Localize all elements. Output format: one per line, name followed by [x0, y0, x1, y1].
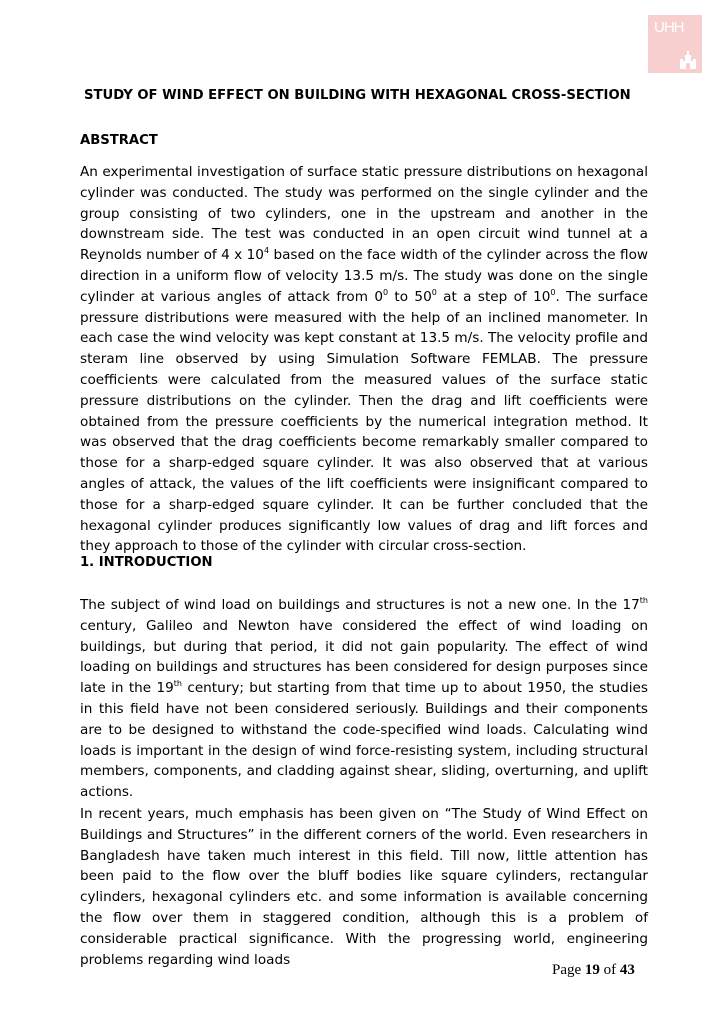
superscript: 0	[550, 287, 556, 297]
introduction-paragraph-2: In recent years, much emphasis has been given on “The Study of Wind Effect on Buildings and Structures” in the different corners of the world. Even researchers in Bangladesh have taken much interest in this field. Till now, little attention has been paid to the flow over the bluff bodies like square cylinders, rectangular cylinders, hexagonal cylinders etc. and some information is available concerning the flow over them in staggered condition, although this is a problem of considerable practical significance. With the progressing world, engineering problems regarding wind loads	[80, 806, 648, 968]
page-of: of	[599, 962, 620, 978]
current-page: 19	[584, 962, 600, 978]
page-number	[552, 962, 635, 979]
abstract-paragraph	[80, 162, 648, 557]
page-prefix: Page	[552, 962, 585, 978]
superscript: th	[173, 679, 183, 689]
logo-text: UHH	[654, 19, 684, 36]
castle-icon	[678, 49, 698, 69]
text: century, Galileo and Newton have considered the effect of wind loading on buildings, but during that period, it did not gain popularity. The effect of wind loading on buildings and structures has been considered for design purposes since late in the 19	[80, 617, 648, 697]
introduction-heading: 1. INTRODUCTION	[80, 555, 213, 570]
superscript: th	[639, 596, 648, 605]
text: to 50	[388, 288, 432, 305]
text: based on the face width of the cylinder across the flow direction in a uniform flow of velocity 13.5 m/s. The study was done on the single cylinder at various angles of attack from 0	[80, 247, 648, 305]
superscript: 4	[263, 246, 270, 256]
abstract-heading: ABSTRACT	[80, 133, 158, 148]
text: century; but starting from that time up to about 1950, the studies in this field have not been considered seriously. Buildings and their components are to be designed to withstand the code-specified wind loads. Calculating wind loads is important in the design of wind force-resisting system, including structural members, components, and cladding against shear, sliding, overturning, and uplift actions.	[80, 680, 649, 801]
document-title: STUDY OF WIND EFFECT ON BUILDING WITH HEXAGONAL CROSS-SECTION	[84, 88, 631, 103]
text: The subject of wind load on buildings and structures is not a new one. In the 17	[80, 597, 640, 613]
superscript: 0	[382, 287, 389, 297]
text: An experimental investigation of surface static pressure distributions on hexagonal cylinder was conducted. The study was performed on the single cylinder and the group consisting of two cylinders, one in the upstream and another in the downstream side. The test was conducted in an open circuit wind tunnel at a Reynolds number of 4 x 10	[80, 164, 648, 264]
university-logo	[648, 15, 702, 73]
text: at a step of 10	[436, 288, 551, 305]
text: . The surface pressure distributions were measured with the help of an inclined manometer. In each case the wind velocity was kept constant at 13.5 m/s. The velocity profile and steram line observed by using Simulation Software FEMLAB. The pressure coefficients were calculated from the measured values of the surface static pressure distributions on the cylinder. Then the drag and lift coefficients were obtained from the pressure coefficients by the numerical integration method. It was observed that the drag coefficients become remarkably smaller compared to those for a sharp-edged square cylinder. It was also observed that at various angles of attack, the values of the lift coefficients were insignificant compared to those for a sharp-edged square cylinder. It can be further concluded that the hexagonal cylinder produces significantly low values of drag and lift forces and they approach to those of the cylinder with circular cross-section.	[80, 288, 649, 555]
superscript: 0	[431, 287, 437, 297]
introduction-paragraph-1	[80, 595, 648, 803]
total-pages: 43	[619, 962, 635, 978]
